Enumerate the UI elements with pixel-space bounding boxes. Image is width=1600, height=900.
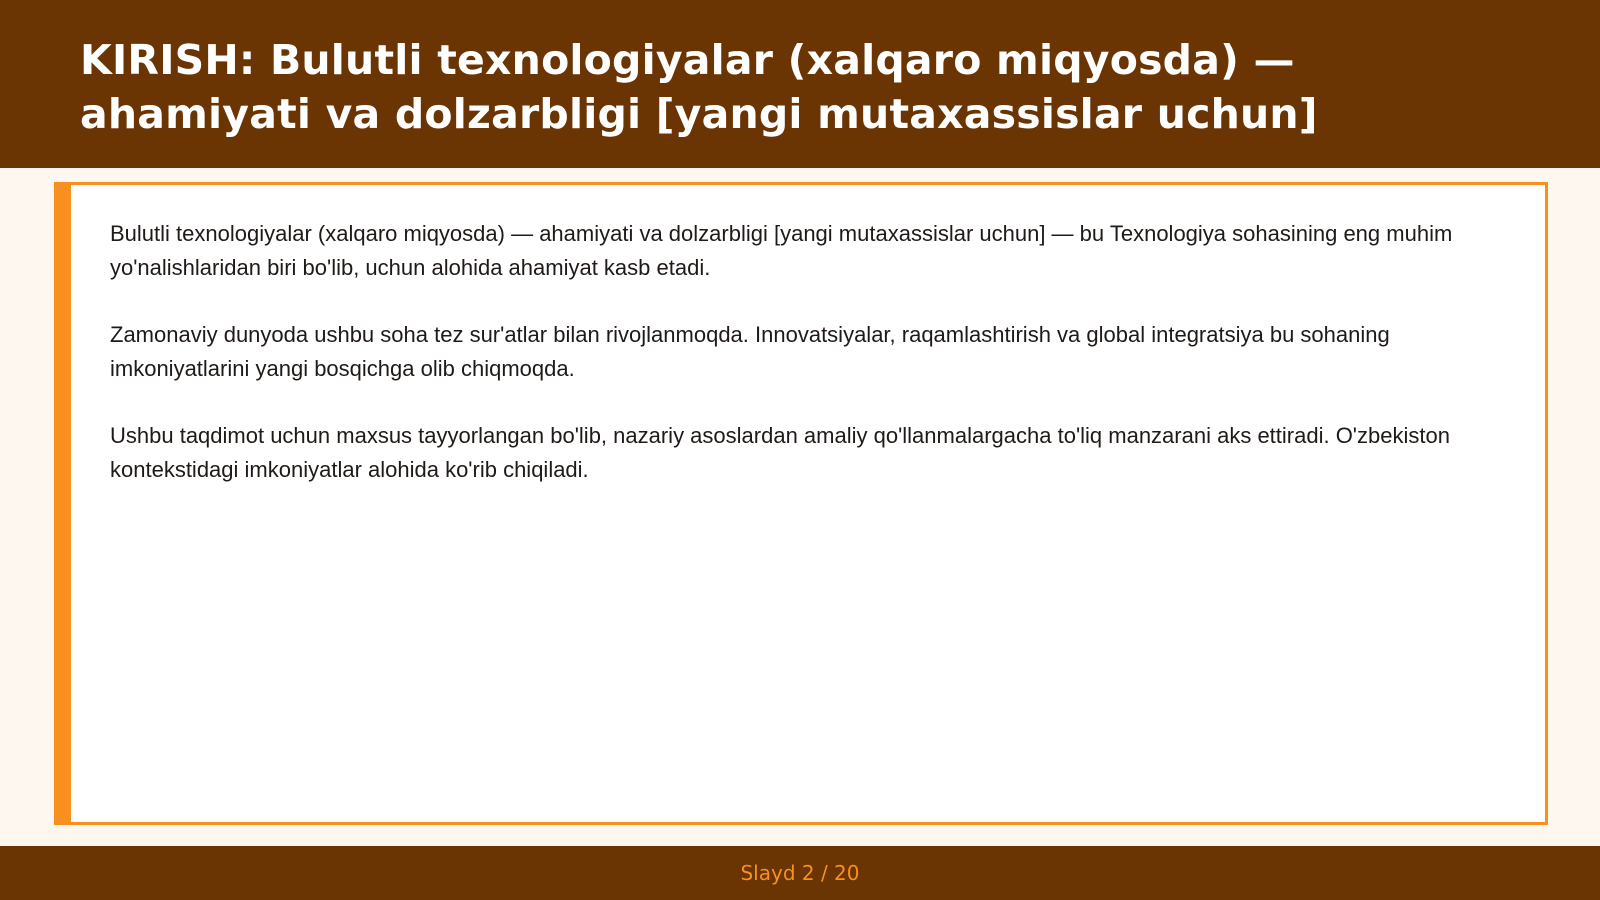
- slide-footer: [0, 846, 1600, 900]
- slide-header: [0, 0, 1600, 168]
- content-box: [54, 182, 1548, 825]
- paragraph-1: Bulutli texnologiyalar (xalqaro miqyosda) — ahamiyati va dolzarbligi [yangi mutaxassislar uchun] — bu Texnologiya sohasining eng muhim yo'nalishlaridan biri bo'lib, uchun alohida ahamiyat kasb etadi.: [110, 221, 1453, 280]
- paragraph-2: Zamonaviy dunyoda ushbu soha tez sur'atlar bilan rivojlanmoqda. Innovatsiyalar, raqamlashtirish va global integratsiya bu sohaning imkoniyatlarini yangi bosqichga olib chiqmoqda.: [110, 322, 1390, 381]
- slide-title: KIRISH: Bulutli texnologiyalar (xalqaro miqyosda) — ahamiyati va dolzarbligi [yangi mutaxassislar uchun]: [80, 36, 1318, 138]
- paragraph-3: Ushbu taqdimot uchun maxsus tayyorlangan bo'lib, nazariy asoslardan amaliy qo'llanmalargacha to'liq manzarani aks ettiradi. O'zbekiston kontekstidagi imkoniyatlar alohida ko'rib chiqiladi.: [110, 423, 1450, 482]
- slide-number: Slayd 2 / 20: [740, 861, 860, 885]
